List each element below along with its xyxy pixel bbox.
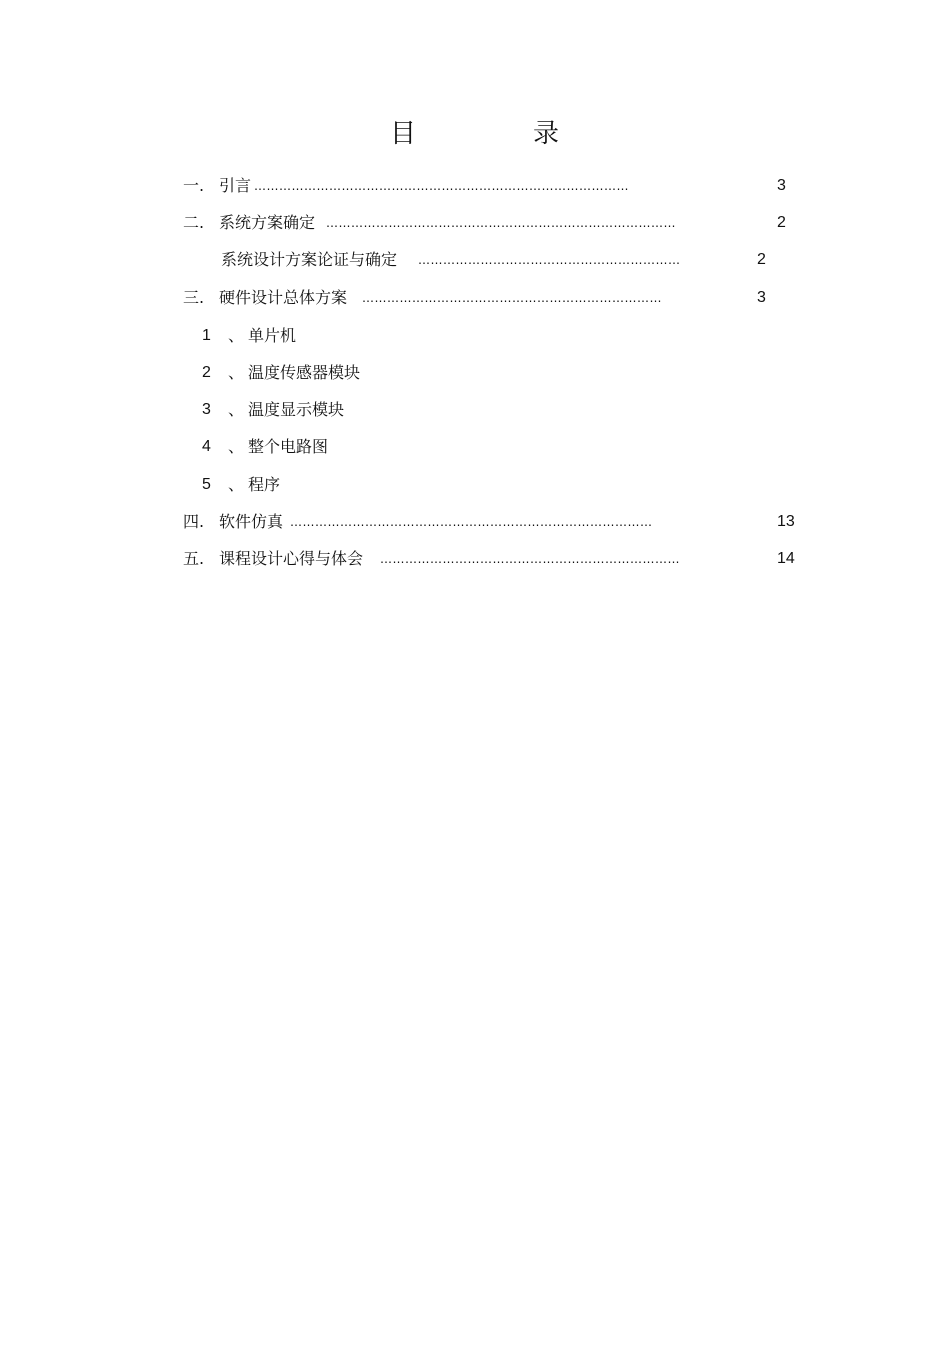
toc-subentry-text: 整个电路图 (248, 437, 329, 456)
toc-entry-number: 二. (183, 213, 205, 232)
toc-subentry-separator: 、 (228, 400, 245, 419)
toc-subentry-5 (0, 473, 950, 497)
toc-entry-number: 五. (183, 549, 205, 568)
toc-entry-text: 系统方案确定 (219, 213, 316, 232)
toc-entry-number: 一. (183, 176, 205, 195)
toc-entry-number: 三. (183, 288, 205, 307)
toc-subentry-text: 程序 (248, 475, 281, 494)
toc-title (0, 114, 950, 154)
toc-subentry-separator: 、 (228, 475, 245, 494)
toc-subentry-text: 温度显示模块 (248, 400, 345, 419)
toc-entry-text: 软件仿真 (219, 512, 284, 531)
toc-dot-leader: ……………………………………………………………… (380, 552, 680, 566)
toc-entry-1 (0, 174, 950, 198)
toc-dot-leader: ……………………………………………………………………………… (254, 179, 629, 193)
toc-subentry-1 (0, 324, 950, 348)
toc-entry-text: 引言 (219, 176, 252, 195)
toc-entry-text: 系统设计方案论证与确定 (221, 250, 398, 269)
toc-dot-leader: ……………………………………………………… (418, 253, 681, 267)
toc-subentry-number: 3 (202, 401, 211, 418)
toc-subentry-number: 4 (202, 438, 211, 455)
toc-subentry-2 (0, 361, 950, 385)
toc-page-number: 2 (757, 251, 766, 268)
toc-subentry-text: 温度传感器模块 (248, 363, 361, 382)
toc-subentry-separator: 、 (228, 363, 245, 382)
toc-subentry-separator: 、 (228, 326, 245, 345)
toc-subentry-number: 5 (202, 476, 211, 493)
toc-subentry-number: 2 (202, 364, 211, 381)
toc-subentry-separator: 、 (228, 437, 245, 456)
toc-dot-leader: …………………………………………………………………………… (290, 515, 653, 529)
toc-entry-5 (0, 547, 950, 571)
toc-entry-text: 硬件设计总体方案 (219, 288, 348, 307)
toc-page-number: 2 (777, 214, 786, 231)
toc-entry-3 (0, 286, 950, 310)
toc-subentry-4 (0, 435, 950, 459)
toc-subentry-3 (0, 398, 950, 422)
toc-entry-number: 四. (183, 512, 205, 531)
toc-subentry-text: 单片机 (248, 326, 297, 345)
toc-entry-text: 课程设计心得与体会 (219, 549, 364, 568)
toc-page-number: 14 (777, 550, 795, 567)
toc-entry-2-1 (0, 248, 950, 272)
title-char-1: 目 (390, 119, 417, 149)
toc-page-number: 3 (777, 177, 786, 194)
title-char-2: 录 (533, 119, 560, 149)
toc-page-number: 13 (777, 513, 795, 530)
toc-page-number: 3 (757, 289, 766, 306)
toc-dot-leader: ……………………………………………………………… (362, 291, 662, 305)
toc-subentry-number: 1 (202, 327, 211, 344)
toc-dot-leader: ………………………………………………………………………… (326, 216, 676, 230)
toc-entry-4 (0, 510, 950, 534)
toc-entry-2 (0, 211, 950, 235)
